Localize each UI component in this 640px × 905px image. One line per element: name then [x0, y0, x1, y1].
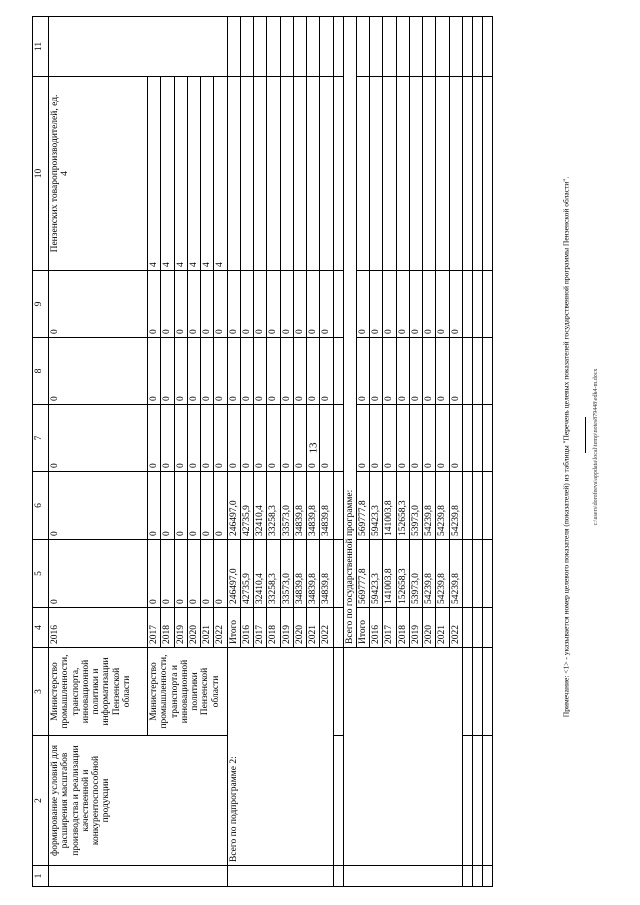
cell-empty	[462, 540, 472, 608]
cell-empty	[227, 17, 240, 77]
target-value-cell: 4	[161, 77, 174, 271]
value-cell: 0	[148, 540, 161, 608]
value-cell: 0	[409, 405, 422, 472]
cell-empty	[462, 338, 472, 405]
value-cell: 0	[214, 472, 227, 540]
column-number: 7	[33, 405, 49, 472]
cell-empty	[343, 648, 462, 866]
column-number: 2	[33, 736, 49, 866]
year-cell: 2018	[396, 608, 409, 648]
value-cell: 0	[49, 540, 148, 608]
cell-empty	[356, 77, 369, 271]
value-cell: 0	[148, 472, 161, 540]
empty-row	[333, 17, 343, 887]
value-cell: 0	[174, 540, 187, 608]
value-cell: 0	[187, 540, 200, 608]
cell-empty	[482, 648, 492, 736]
cell-empty	[449, 17, 462, 77]
cell-empty	[320, 17, 333, 77]
empty-row	[482, 17, 492, 887]
value-cell: 0	[370, 271, 383, 338]
value-cell: 32410,4	[254, 472, 267, 540]
cell-empty	[409, 77, 422, 271]
cell-empty	[472, 271, 482, 338]
value-cell: 0	[356, 271, 369, 338]
cell-empty	[293, 17, 306, 77]
value-cell: 0	[214, 540, 227, 608]
value-cell: 0	[307, 405, 320, 472]
cell-empty	[462, 866, 472, 887]
cell-empty	[472, 736, 482, 866]
executor-ministry: Министерство промышленности, транспорта, инновационной политики и информатизации Пензенской области	[49, 648, 148, 736]
value-cell: 54239,8	[436, 472, 449, 540]
year-cell: 2021	[436, 608, 449, 648]
value-cell: 34839,8	[293, 540, 306, 608]
cell-empty	[280, 17, 293, 77]
cell-empty	[396, 17, 409, 77]
value-cell: 0	[449, 405, 462, 472]
target-value-cell: 4	[148, 77, 161, 271]
value-cell: 0	[201, 540, 214, 608]
year-cell: 2019	[280, 608, 293, 648]
value-cell: 54239,8	[449, 472, 462, 540]
value-cell: 0	[383, 271, 396, 338]
value-cell: 0	[280, 405, 293, 472]
column-number: 4	[33, 608, 49, 648]
value-cell: 33258,3	[267, 472, 280, 540]
cell-empty	[472, 472, 482, 540]
cell-empty	[482, 866, 492, 887]
value-cell: 152658,3	[396, 472, 409, 540]
year-cell: 2017	[383, 608, 396, 648]
value-cell: 0	[356, 405, 369, 472]
subprogram-row	[227, 17, 240, 887]
value-cell: 0	[383, 338, 396, 405]
value-cell: 0	[148, 405, 161, 472]
cell-empty	[482, 472, 492, 540]
column-number: 5	[33, 540, 49, 608]
measure-description: формирование условий для расширения масштабов производства и реализации качественной и конкурентоспособной продукции	[49, 736, 228, 866]
cell-empty	[240, 77, 253, 271]
page-number: 13	[307, 442, 320, 454]
value-cell: 0	[409, 271, 422, 338]
cell-empty	[462, 271, 472, 338]
file-path: c:\users\dorofeeva\appdata\local\temp\notes879448\edk4-m.docx	[593, 368, 599, 526]
cell-empty	[333, 271, 343, 338]
value-cell: 0	[201, 405, 214, 472]
cell-empty	[482, 736, 492, 866]
cell-empty	[254, 17, 267, 77]
year-cell: 2018	[161, 608, 174, 648]
value-cell: 0	[49, 338, 148, 405]
cell-empty	[396, 77, 409, 271]
value-cell: 0	[267, 338, 280, 405]
value-cell: 141003,8	[383, 472, 396, 540]
cell-empty	[482, 77, 492, 271]
year-cell: 2019	[409, 608, 422, 648]
value-cell: 59423,3	[370, 472, 383, 540]
cell-empty	[333, 405, 343, 472]
value-cell: 34839,8	[293, 472, 306, 540]
value-cell: 0	[307, 338, 320, 405]
value-cell: 0	[214, 271, 227, 338]
column-number: 1	[33, 866, 49, 887]
value-cell: 0	[280, 338, 293, 405]
column-number: 11	[33, 17, 49, 77]
cell-empty	[333, 338, 343, 405]
value-cell: 0	[240, 338, 253, 405]
value-cell: 0	[201, 271, 214, 338]
cell-empty	[462, 608, 472, 648]
cell-empty	[482, 540, 492, 608]
executor-ministry: Министерство промышленности, транспорта и инновационной политики Пензенской области	[148, 648, 228, 736]
cell-empty	[482, 608, 492, 648]
cell-empty	[472, 866, 482, 887]
value-cell: 0	[161, 405, 174, 472]
value-cell: 0	[320, 271, 333, 338]
value-cell: 33573,0	[280, 472, 293, 540]
target-value-cell: 4	[187, 77, 200, 271]
cell-empty	[482, 338, 492, 405]
value-cell: 0	[254, 405, 267, 472]
value-cell: 0	[148, 338, 161, 405]
target-value-cell: 4	[174, 77, 187, 271]
year-cell: 2016	[370, 608, 383, 648]
column-number: 6	[33, 472, 49, 540]
value-cell: 0	[423, 271, 436, 338]
cell-empty	[462, 648, 472, 736]
value-cell: 0	[174, 472, 187, 540]
value-cell: 0	[396, 405, 409, 472]
column-number-row	[33, 17, 49, 887]
year-cell: 2021	[201, 608, 214, 648]
value-cell: 0	[148, 271, 161, 338]
year-cell: 2018	[267, 608, 280, 648]
value-cell: 0	[409, 338, 422, 405]
empty-row	[462, 17, 472, 887]
value-cell: 0	[423, 338, 436, 405]
value-cell: 42735,9	[240, 472, 253, 540]
year-cell: 2017	[254, 608, 267, 648]
cell-empty	[333, 648, 343, 736]
year-cell: 2016	[49, 608, 148, 648]
year-cell: 2022	[214, 608, 227, 648]
value-cell: 42735,9	[240, 540, 253, 608]
cell-empty	[472, 648, 482, 736]
cell-empty	[293, 77, 306, 271]
value-cell: 0	[187, 271, 200, 338]
cell-empty	[472, 540, 482, 608]
cell-empty	[436, 17, 449, 77]
value-cell: 0	[293, 338, 306, 405]
cell-empty	[423, 77, 436, 271]
value-cell: 54239,8	[423, 472, 436, 540]
cell-empty	[472, 608, 482, 648]
value-cell: 0	[161, 472, 174, 540]
empty-row	[472, 17, 482, 887]
target-indicator	[49, 77, 148, 271]
value-cell: 0	[49, 472, 148, 540]
value-cell: 0	[267, 271, 280, 338]
year-cell: 2022	[449, 608, 462, 648]
cell-empty	[462, 736, 472, 866]
cell-empty	[472, 17, 482, 77]
value-cell: 246497,0	[227, 472, 240, 540]
programme-table	[32, 16, 493, 887]
cell-empty	[267, 77, 280, 271]
cell-empty	[356, 17, 369, 77]
cell-empty	[472, 77, 482, 271]
value-cell: 0	[370, 405, 383, 472]
value-cell: 0	[240, 271, 253, 338]
year-cell: 2020	[423, 608, 436, 648]
year-cell: 2019	[174, 608, 187, 648]
value-cell: 0	[356, 338, 369, 405]
footnote: Примечание: <1> - указывается номер целевого показателя (показателей) из таблицы "Перечень целевых показателей государственной программы Пензенской области".	[561, 176, 571, 718]
value-cell: 141003,8	[383, 540, 396, 608]
cell-empty	[333, 540, 343, 608]
cell-empty	[333, 608, 343, 648]
cell-empty	[333, 77, 343, 271]
value-cell: 0	[187, 472, 200, 540]
cell-empty	[254, 77, 267, 271]
year-cell: 2021	[307, 608, 320, 648]
cell-empty	[49, 17, 228, 77]
cell-empty	[482, 405, 492, 472]
cell-empty	[482, 271, 492, 338]
value-cell: 0	[436, 405, 449, 472]
cell-empty	[472, 338, 482, 405]
value-cell: 32410,4	[254, 540, 267, 608]
measure-row-2016	[49, 17, 148, 887]
value-cell: 0	[436, 338, 449, 405]
year-cell: Итого	[356, 608, 369, 648]
value-cell: 246497,0	[227, 540, 240, 608]
year-cell: 2020	[187, 608, 200, 648]
cell-empty	[240, 17, 253, 77]
indicator-name: Пензенских товаропроизводителей, ед.	[50, 94, 60, 253]
value-cell: 54239,8	[423, 540, 436, 608]
cell-empty	[370, 77, 383, 271]
value-cell: 0	[161, 540, 174, 608]
cell-empty	[333, 472, 343, 540]
value-cell: 0	[201, 472, 214, 540]
cell-empty	[333, 866, 343, 887]
value-cell: 0	[161, 338, 174, 405]
cell-empty	[307, 77, 320, 271]
value-cell: 0	[254, 338, 267, 405]
cell-empty	[383, 77, 396, 271]
value-cell: 0	[174, 338, 187, 405]
column-number: 9	[33, 271, 49, 338]
value-cell: 0	[161, 271, 174, 338]
value-cell: 0	[174, 405, 187, 472]
value-cell: 0	[254, 271, 267, 338]
cell-empty	[343, 866, 462, 887]
value-cell: 0	[449, 271, 462, 338]
program-label-row	[343, 17, 356, 887]
cell-empty	[280, 77, 293, 271]
value-cell: 0	[214, 405, 227, 472]
value-cell: 0	[396, 338, 409, 405]
cell-empty	[333, 736, 343, 866]
value-cell: 0	[267, 405, 280, 472]
value-cell: 0	[423, 405, 436, 472]
cell-empty	[320, 77, 333, 271]
value-cell: 34839,8	[320, 540, 333, 608]
value-cell: 0	[201, 338, 214, 405]
value-cell: 34839,8	[307, 472, 320, 540]
divider	[585, 417, 586, 453]
column-number: 8	[33, 338, 49, 405]
value-cell: 0	[370, 338, 383, 405]
value-cell: 34839,8	[320, 472, 333, 540]
value-cell: 0	[293, 405, 306, 472]
value-cell: 0	[214, 338, 227, 405]
indicator-target-value: 4	[60, 171, 71, 176]
column-number: 10	[33, 77, 49, 271]
value-cell: 54239,8	[436, 540, 449, 608]
cell-empty	[449, 77, 462, 271]
value-cell: 569777,8	[356, 472, 369, 540]
value-cell: 0	[436, 271, 449, 338]
value-cell: 152658,3	[396, 540, 409, 608]
value-cell: 0	[187, 405, 200, 472]
cell-empty	[472, 405, 482, 472]
subprogram-total-label: Всего по подпрограмме 2:	[227, 648, 333, 866]
cell-empty	[227, 77, 240, 271]
year-cell: 2017	[148, 608, 161, 648]
cell-empty	[482, 17, 492, 77]
target-value-cell: 4	[214, 77, 227, 271]
value-cell: 0	[49, 271, 148, 338]
year-cell: 2016	[240, 608, 253, 648]
value-cell: 0	[320, 338, 333, 405]
column-number: 3	[33, 648, 49, 736]
value-cell: 54239,8	[449, 540, 462, 608]
cell-empty	[462, 472, 472, 540]
cell-empty	[333, 17, 343, 77]
year-cell: Итого	[227, 608, 240, 648]
value-cell: 34839,8	[307, 540, 320, 608]
value-cell: 0	[320, 405, 333, 472]
cell-empty	[383, 17, 396, 77]
year-cell: 2020	[293, 608, 306, 648]
value-cell: 33258,3	[267, 540, 280, 608]
value-cell: 33573,0	[280, 540, 293, 608]
cell-empty	[307, 17, 320, 77]
value-cell: 0	[396, 271, 409, 338]
cell-empty	[462, 405, 472, 472]
value-cell: 0	[293, 271, 306, 338]
value-cell: 0	[227, 338, 240, 405]
rotated-table-wrapper	[32, 17, 608, 887]
value-cell: 0	[187, 338, 200, 405]
value-cell: 0	[174, 271, 187, 338]
cell-empty	[462, 77, 472, 271]
program-total-label: Всего по государственной программе:	[343, 17, 356, 648]
cell-empty	[267, 17, 280, 77]
value-cell: 0	[227, 271, 240, 338]
value-cell: 53973,0	[409, 540, 422, 608]
value-cell: 0	[307, 271, 320, 338]
cell-empty	[436, 77, 449, 271]
value-cell: 53973,0	[409, 472, 422, 540]
table-body	[33, 17, 493, 887]
cell-empty	[49, 866, 228, 887]
cell-empty	[227, 866, 333, 887]
value-cell: 0	[227, 405, 240, 472]
value-cell: 0	[240, 405, 253, 472]
value-cell: 0	[280, 271, 293, 338]
value-cell: 0	[383, 405, 396, 472]
cell-empty	[370, 17, 383, 77]
cell-empty	[409, 17, 422, 77]
value-cell: 0	[49, 405, 148, 472]
value-cell: 59423,3	[370, 540, 383, 608]
cell-empty	[462, 17, 472, 77]
year-cell: 2022	[320, 608, 333, 648]
value-cell: 0	[449, 338, 462, 405]
value-cell: 569777,8	[356, 540, 369, 608]
cell-empty	[423, 17, 436, 77]
target-value-cell: 4	[201, 77, 214, 271]
